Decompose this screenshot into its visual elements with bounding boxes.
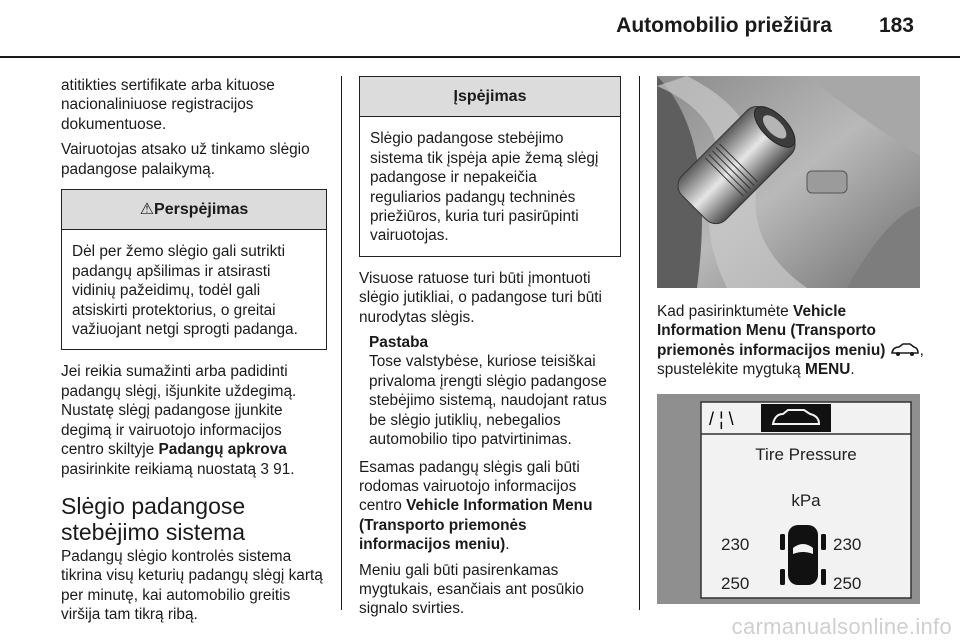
column-middle bbox=[359, 76, 621, 625]
caution-box bbox=[359, 76, 621, 257]
caution-header: Įspėjimas bbox=[360, 77, 620, 117]
column-divider bbox=[639, 76, 640, 610]
tire-front-right-value: 230 bbox=[833, 534, 862, 554]
page-header-title: Automobilio priežiūra bbox=[616, 14, 832, 37]
watermark: carmanualsonline.info bbox=[731, 614, 952, 639]
caution-body bbox=[360, 117, 620, 255]
menu-item-reference: Padangų apkrova bbox=[158, 441, 287, 459]
car-icon bbox=[890, 343, 920, 357]
page-number: 183 bbox=[878, 14, 914, 37]
paragraph: Visuose ratuose turi būti įmontuoti slėgio jutikliai, o padangose turi būti nurodytas slėgis. bbox=[359, 269, 602, 326]
column-divider bbox=[341, 76, 342, 610]
note-block bbox=[369, 333, 621, 449]
paragraph: atitikties sertifikate arba kituose nacionaliniuose registracijos dokumentuose. bbox=[61, 77, 275, 133]
warning-title: Perspėjimas bbox=[154, 201, 249, 219]
note-title: Pastaba bbox=[369, 334, 429, 352]
warning-icon: ⚠ bbox=[139, 201, 155, 219]
page-reference-link[interactable]: 3 91. bbox=[260, 460, 295, 478]
warning-text: Dėl per žemo slėgio gali sutrikti padangų apšilimas ir atsirasti vidinių pažeidimų, todėl gali atsiskirti protektorius, o greitai važiuojant netgi sprogti padanga. bbox=[72, 243, 298, 339]
caption: Kad pasirinktumėte Vehicle Information Menu (Transporto priemonės informacijos meniu) , spustelėkite mygtuką MENU. bbox=[657, 303, 924, 379]
menu-name: Vehicle Information Menu (Transporto priemonės informacijos meniu) bbox=[359, 497, 593, 554]
tire-front-left-value: 230 bbox=[721, 534, 750, 554]
section-title: Slėgio padangose stebėjimo sistema bbox=[61, 492, 246, 545]
paragraph: Meniu gali būti pasirenkamas mygtukais, esančiais ant posūkio signalo svirties. bbox=[359, 561, 584, 618]
paragraph: Jei reikia sumažinti arba padidinti padangų slėgį, išjunkite uždegimą. Nustatę slėgį padangose įjunkite degimą ir vairuotojo informacijos centro skiltyje Padangų apkrova pasirinkite reikiamą nuostatą 3 91. bbox=[61, 363, 297, 478]
display-title: Tire Pressure bbox=[755, 444, 857, 464]
tire-rear-right-value: 250 bbox=[833, 573, 862, 593]
svg-text:/ ¦ \: / ¦ \ bbox=[709, 408, 734, 429]
warning-box bbox=[61, 189, 327, 350]
menu-button-label: MENU bbox=[805, 361, 851, 379]
note-text: Tose valstybėse, kuriose teisiškai privaloma įrengti slėgio padangose stebėjimo sistemą, naudojant ratus be slėgio jutiklių, nebegalios automobilio tipo patvirtinimas. bbox=[369, 353, 607, 449]
menu-name: Vehicle Information Menu (Transporto priemonės informacijos meniu) bbox=[657, 303, 886, 359]
paragraph: Esamas padangų slėgis gali būti rodomas vairuotojo informacijos centro Vehicle Information Menu (Transporto priemonės informacijos meniu). bbox=[359, 458, 593, 554]
warning-body bbox=[62, 230, 326, 349]
warning-header bbox=[62, 190, 326, 230]
tire-rear-left-value: 250 bbox=[721, 573, 750, 593]
caution-text: Slėgio padangose stebėjimo sistema tik įspėja apie žemą slėgį padangose ir nepakeičia reguliarios padangų techninės priežiūros, kuria turi pasirūpinti vairuotojas. bbox=[370, 130, 599, 245]
tire-pressure-display bbox=[657, 394, 920, 604]
column-left bbox=[61, 76, 327, 631]
display-unit: kPa bbox=[791, 490, 821, 510]
header-divider bbox=[0, 56, 960, 58]
paragraph: Vairuotojas atsako už tinkamo slėgio padangose palaikymą. bbox=[61, 141, 310, 178]
column-right bbox=[657, 76, 925, 604]
paragraph: Padangų slėgio kontrolės sistema tikrina visų keturių padangų slėgį kartą per minutę, kai automobilio greitis viršija tam tikrą ribą. bbox=[61, 547, 323, 624]
turn-signal-stalk-photo bbox=[657, 76, 920, 288]
